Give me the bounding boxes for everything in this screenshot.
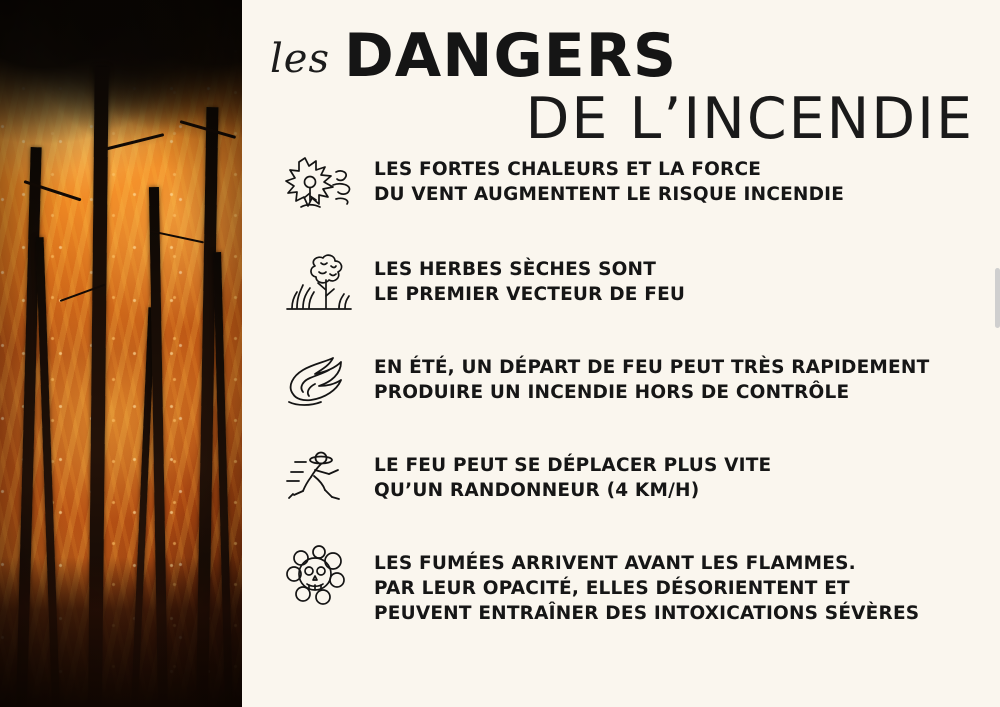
title-line-two: DE L’INCENDIE (525, 86, 974, 152)
list-item-line: LE FEU PEUT SE DÉPLACER PLUS VITE (374, 455, 772, 476)
forest-fire-photo (0, 0, 242, 707)
list-item-line: LES FUMÉES ARRIVENT AVANT LES FLAMMES. (374, 553, 856, 574)
smoke-skull-icon (266, 544, 374, 614)
list-item (266, 446, 982, 516)
running-hiker-icon (266, 446, 374, 516)
list-item-line: PRODUIRE UN INCENDIE HORS DE CONTRÔLE (374, 381, 850, 403)
list-item-text (374, 150, 844, 208)
list-item-text (374, 446, 771, 504)
list-item-text (374, 544, 919, 627)
list-item (266, 250, 982, 320)
scrollbar-thumb[interactable] (995, 268, 1000, 328)
list-item-line: DU VENT AUGMENTENT LE RISQUE INCENDIE (374, 183, 845, 205)
flame-icon (266, 348, 374, 418)
title-script-word: les (270, 36, 330, 82)
dry-grass-tree-icon (266, 250, 374, 320)
list-item-line: LES FORTES CHALEURS ET LA FORCE (374, 159, 762, 180)
list-item-line: LES HERBES SÈCHES SONT (374, 259, 657, 280)
title-bold-word: DANGERS (344, 21, 678, 91)
list-item-text (374, 250, 685, 308)
page-title (270, 21, 980, 152)
list-item-line: QU’UN RANDONNEUR (4 KM/H) (374, 479, 700, 501)
list-item (266, 544, 982, 627)
list-item-line: LE PREMIER VECTEUR DE FEU (374, 283, 686, 305)
sun-heat-wind-icon (266, 150, 374, 220)
list-item (266, 348, 982, 418)
list-item (266, 150, 982, 220)
danger-list (266, 150, 982, 651)
list-item-text (374, 348, 929, 406)
list-item-line: EN ÉTÉ, UN DÉPART DE FEU PEUT TRÈS RAPIDEMENT (374, 357, 930, 378)
photo-vignette (0, 0, 242, 707)
title-line-one (270, 21, 980, 91)
content-panel (242, 0, 1000, 707)
list-item-line: PAR LEUR OPACITÉ, ELLES DÉSORIENTENT ET (374, 577, 850, 599)
list-item-line: PEUVENT ENTRAÎNER DES INTOXICATIONS SÉVÈRES (374, 602, 920, 624)
